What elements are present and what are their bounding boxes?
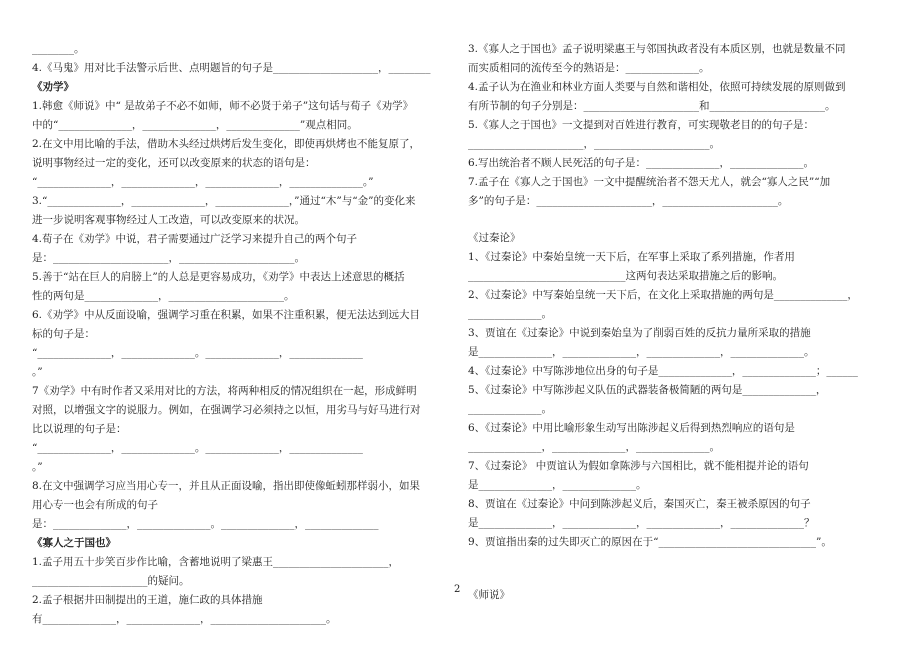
text-line: “______________，______________，______________，______________。” [32,176,374,188]
text-line: 7、《过秦论》 中贾谊认为假如拿陈涉与六国相比，就不能相提并论的语句 [468,460,809,472]
text-line: 1.孟子用五十步笑百步作比喻，含蓄地说明了梁惠王______________________， [32,556,400,568]
text-line: 用心专一也会有所成的句子 [32,499,158,511]
text-line: 。” [32,366,43,378]
text-line: ______________。 [468,308,552,320]
text-line: 4、《过秦论》中写陈涉地位出身的句子是______________，______________；______ [468,365,858,377]
text-line: 5.善于“站在巨人的肩膀上”的人总是更容易成功，《劝学》中表达上述意思的概括 [32,271,405,283]
text-line: 7.孟子在《寡人之于国也》一文中提醒统治者不怨天尤人，就会“寡人之民”“加 [468,176,831,188]
text-line: 中的“______________，______________，______________”观点相同。 [32,119,358,131]
text-line: 是______________，______________，______________，______________。 [468,346,815,358]
text-line: 对照，以增强文字的说服力。例如，在强调学习必须持之以恒，用劣马与好马进行对 [32,404,421,416]
section-heading: 《劝学》 [32,81,74,93]
right-column [468,40,908,605]
text-line: 4.孟子认为在渔业和林业方面人类要与自然和谐相处，依照可持续发展的原则做到 [468,81,846,93]
text-line: ______________________的疑问。 [32,575,190,587]
text-line: 说明事物经过一定的变化，还可以改变原来的状态的语句是： [32,157,316,169]
text-line: 1、《过秦论》中秦始皇统一天下后，在军事上采取了系列措施，作者用 [468,251,795,263]
text-line: 是______________，______________，______________，______________？ [468,517,815,529]
text-line: 多”的句子是：______________________，______________________。 [468,195,789,207]
text-line: 8、贾谊在《过秦论》中问到陈涉起义后，秦国灭亡，秦王被杀原因的句子 [468,498,811,510]
text-line: 3.“______________，______________，______________，”通过“木”与“金”的变化来 [32,195,416,207]
text-line: 1.韩愈《师说》中“ 是故弟子不必不如师，师不必贤于弟子”这句话与荀子《劝学》 [32,100,414,112]
text-line: “______________，______________。______________，______________ [32,442,363,454]
text-line: 5.《寡人之于国也》一文提到对百姓进行教育，可实现敬老目的的句子是： [468,119,815,131]
text-line: 2.孟子根据井田制提出的王道，施仁政的具体措施 [32,594,263,606]
text-line: 。” [32,461,43,473]
text-line: 8.在文中强调学习应当用心专一，并且从正面设喻，指出即使像蚯蚓那样弱小，如果 [32,480,421,492]
text-line: ______________，______________，______________。 [468,441,720,453]
text-line: 而实质相同的流传至今的熟语是：______________。 [468,62,710,74]
text-line: 3.《寡人之于国也》孟子说明梁惠王与邻国执政者没有本质区别，也就是数量不同 [468,43,846,55]
text-line: ______________________，______________________。 [468,138,720,150]
text-line: ________。 [32,43,85,55]
text-line: 进一步说明客观事物经过人工改造，可以改变原来的状况。 [32,214,305,226]
text-line: 是______________，______________。 [468,479,647,491]
text-line: 6、《过秦论》中用比喻形象生动写出陈涉起义后得到热烈响应的语句是 [468,422,795,434]
text-line: 5、《过秦论》中写陈涉起义队伍的武器装备极简陋的两句是______________， [468,384,827,396]
left-column [32,40,462,629]
text-line: 标的句子是： [32,328,95,340]
text-line: 9、贾谊指出秦的过失即灭亡的原因在于“______________________________”。 [468,536,832,548]
text-line: 7《劝学》中有时作者又采用对比的方法，将两种相反的情况组织在一起，形成鲜明 [32,385,417,397]
text-line: 6.《劝学》中从反面设喻，强调学习重在积累，如果不注重积累，便无法达到远大目 [32,309,421,321]
text-line: 有______________，______________，______________________。 [32,613,337,625]
text-line: “______________，______________。______________，______________ [32,347,363,359]
text-line: 4.荀子在《劝学》中说，君子需要通过广泛学习来提升自己的两个句子 [32,233,358,245]
section-heading: 《过秦论》 [468,232,521,244]
text-line: 性的两句是______________，______________________。 [32,290,295,302]
page-number: 2 [454,584,461,595]
text-line: 是：______________，______________。______________，______________ [32,518,379,530]
text-line: 比以说理的句子是： [32,423,127,435]
text-line: 2.在文中用比喻的手法，借助木头经过烘烤后发生变化，即使再烘烤也不能复原了， [32,138,421,150]
text-line: 6.写出统治者不顾人民死活的句子是：______________，______________。 [468,157,815,169]
text-line: ______________。 [468,403,552,415]
section-heading: 《师说》 [468,589,510,601]
text-line: ______________________________这两句表达采取措施之后的影响。 [468,270,783,282]
text-line: 3、贾谊在《过秦论》中说到秦始皇为了削弱百姓的反抗力量所采取的措施 [468,327,811,339]
text-line: 4.《马鬼》用对比手法警示后世、点明题旨的句子是____________________，________ [32,62,431,74]
text-line: 是：______________________，______________________。 [32,252,305,264]
text-line: 2、《过秦论》中写秦始皇统一天下后，在文化上采取措施的两句是______________， [468,289,858,301]
text-line: 有所节制的句子分别是：______________________和______________________。 [468,100,836,112]
section-heading: 《寡人之于国也》 [32,537,116,549]
